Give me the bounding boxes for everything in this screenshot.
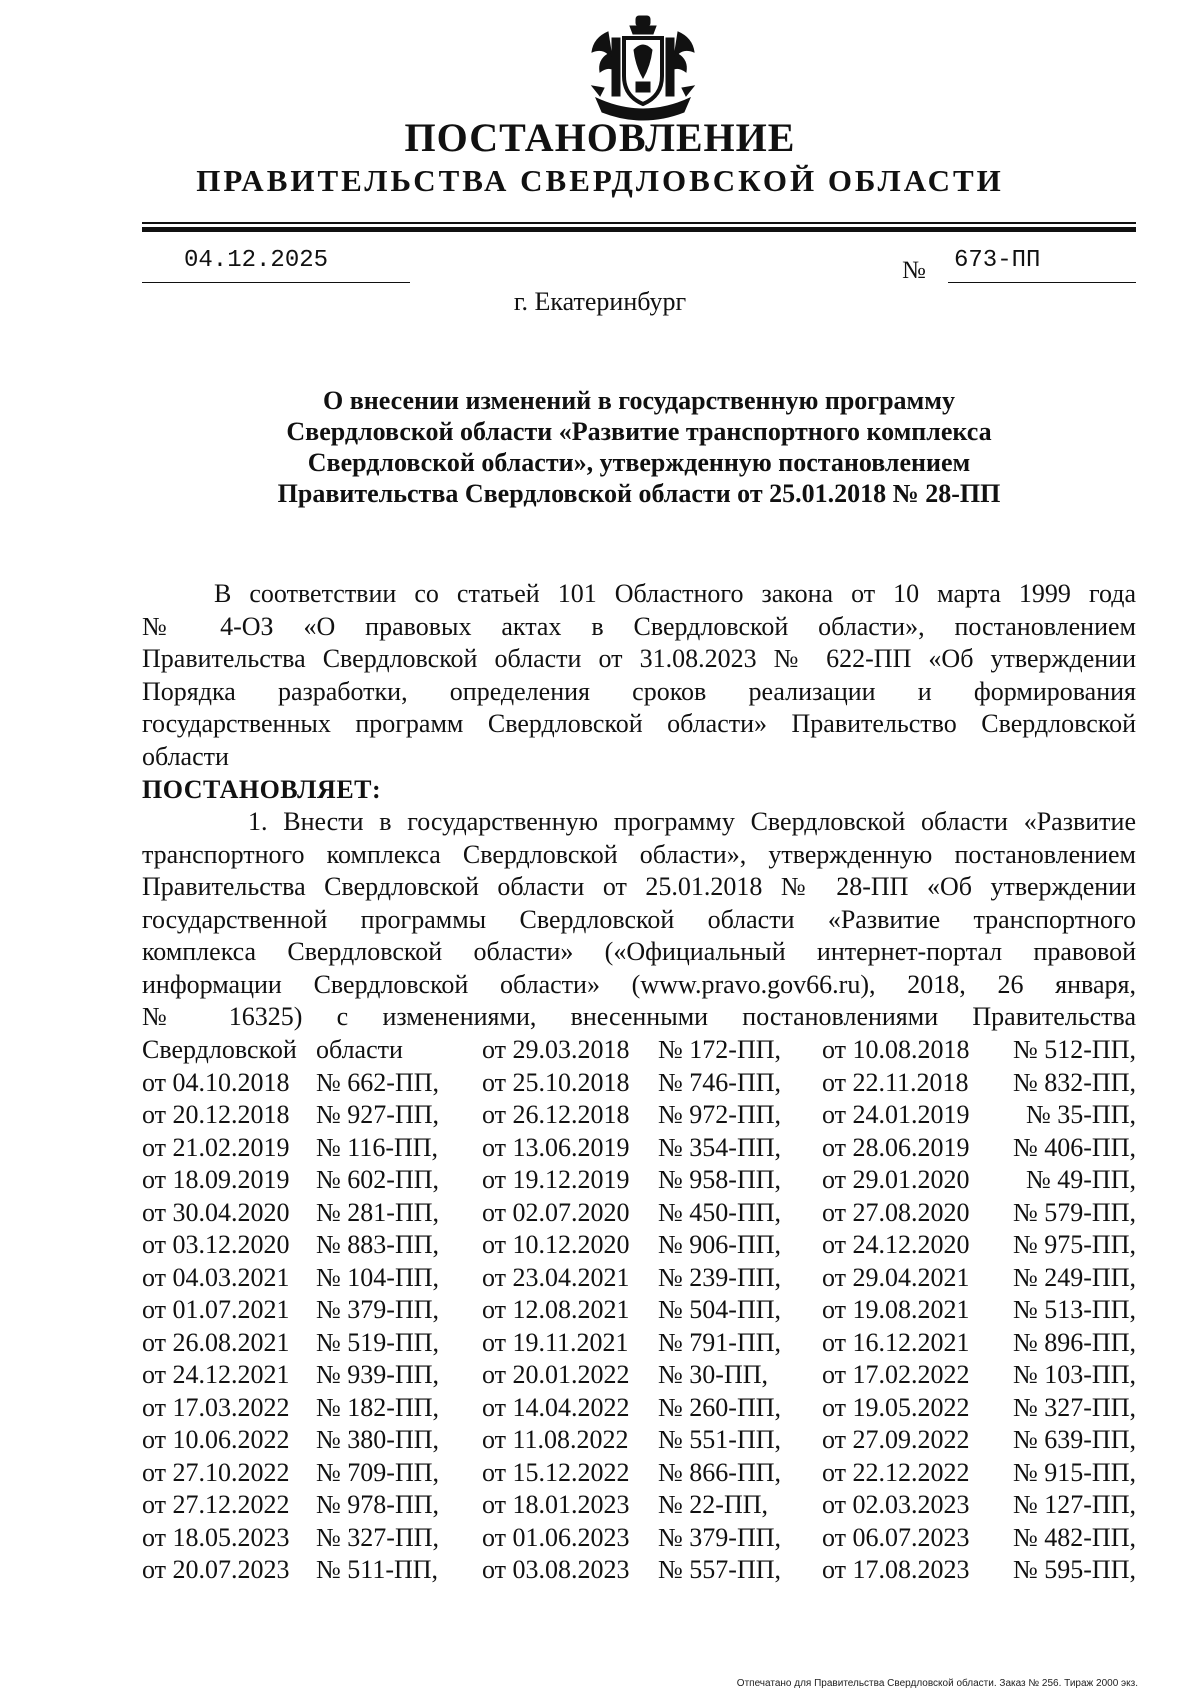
amendment-number: № 281-ПП,: [316, 1197, 440, 1227]
amendment-row: [142, 1229, 1136, 1262]
amendment-row: [142, 1392, 1136, 1425]
amendment-date: от 01.06.2023: [482, 1522, 630, 1552]
amendment-number: № 662-ПП,: [316, 1067, 440, 1097]
amendment-number: № 116-ПП,: [316, 1132, 439, 1162]
amendment-number: № 975-ПП,: [1012, 1230, 1136, 1259]
amendment-date: от 04.10.2018: [142, 1067, 290, 1097]
amendment-number: № 595-ПП,: [1012, 1555, 1136, 1584]
amendment-number: № 172-ПП,: [658, 1035, 782, 1064]
amendment-date: от 17.03.2022: [142, 1392, 290, 1422]
amendment-number: № 513-ПП,: [1012, 1295, 1136, 1324]
amendment-date: от 06.07.2023: [822, 1522, 970, 1552]
amendment-row: [142, 1457, 1136, 1490]
document-subtitle: ПРАВИТЕЛЬСТВА СВЕРДЛОВСКОЙ ОБЛАСТИ: [196, 163, 1004, 198]
amendment-number: № 104-ПП,: [316, 1262, 440, 1292]
amendment-date: от 24.12.2021: [142, 1360, 290, 1389]
amendment-date: от 02.03.2023: [822, 1490, 970, 1519]
item-1-line: Правительства Свердловской области от 25.01.2018 № 28-ПП «Об утверждении: [142, 872, 1136, 901]
amendment-date: от 22.12.2022: [822, 1457, 970, 1487]
amendment-date: от 02.07.2020: [482, 1197, 630, 1227]
amendments-list: [142, 1034, 1136, 1587]
amendment-date: от 10.06.2022: [142, 1425, 290, 1454]
amendment-date: от 24.01.2019: [822, 1100, 970, 1129]
resolves-heading: ПОСТАНОВЛЯЕТ:: [142, 775, 382, 804]
amendment-number: № 939-ПП,: [316, 1360, 440, 1389]
amendment-number: № 602-ПП,: [316, 1165, 440, 1194]
amendment-date: от 04.03.2021: [142, 1262, 290, 1292]
amendment-number: № 896-ПП,: [1012, 1327, 1136, 1357]
amendment-date: от 29.04.2021: [822, 1262, 970, 1292]
item-1-paragraph: [142, 806, 1136, 1034]
amendment-date: от 21.02.2019: [142, 1132, 290, 1162]
amendment-number: № 906-ПП,: [658, 1230, 782, 1259]
amendment-number: № 512-ПП,: [1012, 1035, 1136, 1064]
document-title: ПОСТАНОВЛЕНИЕ: [404, 115, 796, 160]
item-1-line: государственной программы Свердловской области «Развитие транспортного: [142, 904, 1136, 934]
amendment-number: № 327-ПП,: [1012, 1392, 1136, 1422]
amendment-date: от 17.02.2022: [822, 1360, 970, 1389]
amendment-number: № 379-ПП,: [316, 1295, 440, 1324]
header-divider-thin: [142, 222, 1136, 224]
amendment-date: от 16.12.2021: [822, 1327, 970, 1357]
document-subject: [142, 385, 1136, 509]
amendment-number: № 49-ПП,: [1025, 1165, 1136, 1194]
amendment-date: от 19.08.2021: [822, 1295, 970, 1324]
amendment-date: от 03.12.2020: [142, 1230, 290, 1259]
amendment-row: [142, 1359, 1136, 1392]
amendment-date: от 27.12.2022: [142, 1490, 290, 1519]
amendment-date: от 11.08.2022: [482, 1425, 629, 1454]
amendment-date: от 29.03.2018: [482, 1035, 630, 1064]
subject-line: Правительства Свердловской области от 25.01.2018 № 28-ПП: [277, 479, 1001, 508]
preamble-line: № 4-ОЗ «О правовых актах в Свердловской области», постановлением: [142, 611, 1136, 641]
number-field: [948, 244, 1136, 283]
amendment-number: № 927-ПП,: [316, 1100, 440, 1129]
amendment-number: № 511-ПП,: [316, 1555, 439, 1584]
preamble-line: Порядка разработки, определения сроков реализации и формирования: [142, 676, 1136, 706]
amendment-row: [142, 1164, 1136, 1197]
preamble-line: области: [142, 741, 229, 771]
amendment-date: от 15.12.2022: [482, 1457, 630, 1487]
amendment-date: от 13.06.2019: [482, 1132, 630, 1162]
number-sign: №: [902, 257, 926, 284]
subject-line: Свердловской области», утвержденную постановлением: [307, 448, 971, 477]
preamble-line: государственных программ Свердловской области» Правительство Свердловской: [142, 709, 1136, 738]
amendment-date: от 27.09.2022: [822, 1425, 970, 1454]
amendment-number: № 22-ПП,: [658, 1490, 769, 1519]
amendment-number: № 866-ПП,: [658, 1457, 782, 1487]
amendment-date: от 14.04.2022: [482, 1392, 630, 1422]
amendment-number: № 915-ПП,: [1012, 1457, 1136, 1487]
amendment-row: [142, 1424, 1136, 1457]
amendment-date: от 19.11.2021: [482, 1327, 629, 1357]
amendment-row: [142, 1554, 1136, 1587]
date-value: 04.12.2025: [184, 247, 329, 274]
item-1-line: комплекса Свердловской области» («Официальный интернет-портал правовой: [142, 937, 1136, 966]
item-1-line: № 16325) с изменениями, внесенными постановлениями Правительства: [142, 1002, 1136, 1031]
preamble-line: Правительства Свердловской области от 31.08.2023 № 622-ПП «Об утверждении: [142, 644, 1136, 673]
amendment-date: Свердловской: [142, 1035, 297, 1064]
amendment-date: от 18.05.2023: [142, 1522, 290, 1552]
header-divider-thick: [142, 227, 1136, 232]
subject-line: Свердловской области «Развитие транспортного комплекса: [286, 417, 992, 446]
amendment-row: [142, 1262, 1136, 1295]
coat-of-arms-icon: [578, 12, 708, 124]
amendment-date: от 25.10.2018: [482, 1067, 630, 1097]
amendment-date: от 27.08.2020: [822, 1197, 970, 1227]
preamble-paragraph: [142, 578, 1136, 773]
amendment-number: № 504-ПП,: [658, 1295, 782, 1324]
amendment-date: от 24.12.2020: [822, 1230, 970, 1259]
amendment-row: [142, 1132, 1136, 1165]
amendment-date: от 10.08.2018: [822, 1035, 970, 1064]
amendment-date: от 17.08.2023: [822, 1555, 970, 1584]
city: г. Екатеринбург: [513, 287, 687, 316]
amendment-number: № 103-ПП,: [1012, 1360, 1136, 1389]
item-1-line: 1. Внести в государственную программу Свердловской области «Развитие: [248, 807, 1136, 836]
number-value: 673-ПП: [954, 247, 1041, 274]
amendment-number: № 579-ПП,: [1012, 1197, 1136, 1227]
amendment-date: от 18.01.2023: [482, 1490, 630, 1519]
amendment-date: от 20.07.2023: [142, 1555, 290, 1584]
amendment-date: от 03.08.2023: [482, 1555, 630, 1584]
amendment-row: [142, 1327, 1136, 1360]
amendment-number: № 380-ПП,: [316, 1425, 440, 1454]
item-1-line: информации Свердловской области» (www.pravo.gov66.ru), 2018, 26 января,: [142, 969, 1136, 999]
amendment-number: № 482-ПП,: [1012, 1522, 1136, 1552]
amendment-number: № 551-ПП,: [658, 1425, 782, 1454]
amendment-number: № 709-ПП,: [316, 1457, 440, 1487]
amendment-date: от 10.12.2020: [482, 1230, 630, 1259]
amendment-number: № 519-ПП,: [316, 1327, 440, 1357]
amendment-row: [142, 1294, 1136, 1327]
subject-line: О внесении изменений в государственную программу: [323, 386, 955, 415]
amendment-date: от 19.05.2022: [822, 1392, 970, 1422]
amendment-date: от 20.01.2022: [482, 1360, 630, 1389]
amendment-row: [142, 1197, 1136, 1230]
amendment-date: от 26.08.2021: [142, 1327, 290, 1357]
date-field: [142, 244, 410, 283]
amendment-number: № 978-ПП,: [316, 1490, 440, 1519]
amendment-number: № 327-ПП,: [316, 1522, 440, 1552]
amendment-number: № 182-ПП,: [316, 1392, 440, 1422]
amendment-number: № 239-ПП,: [658, 1262, 782, 1292]
amendment-number: № 883-ПП,: [316, 1230, 440, 1259]
amendment-date: от 27.10.2022: [142, 1457, 290, 1487]
preamble-line: В соответствии со статьей 101 Областного закона от 10 марта 1999 года: [214, 579, 1136, 608]
amendment-number: № 127-ПП,: [1012, 1490, 1136, 1519]
amendment-date: от 29.01.2020: [822, 1165, 970, 1194]
amendment-number: № 972-ПП,: [658, 1100, 782, 1129]
amendment-number: № 249-ПП,: [1012, 1262, 1136, 1292]
amendment-number: № 746-ПП,: [658, 1067, 782, 1097]
amendment-date: от 19.12.2019: [482, 1165, 630, 1194]
amendment-row: [142, 1522, 1136, 1555]
amendment-row: [142, 1099, 1136, 1132]
amendment-row: [142, 1034, 1136, 1067]
amendment-number: области: [316, 1035, 403, 1064]
amendment-number: № 354-ПП,: [658, 1132, 782, 1162]
amendment-number: № 557-ПП,: [658, 1555, 782, 1584]
amendment-number: № 260-ПП,: [658, 1392, 782, 1422]
amendment-date: от 12.08.2021: [482, 1295, 630, 1324]
amendment-row: [142, 1489, 1136, 1522]
amendment-number: № 958-ПП,: [658, 1165, 782, 1194]
amendment-number: № 30-ПП,: [658, 1360, 769, 1389]
amendment-number: № 832-ПП,: [1012, 1067, 1136, 1097]
amendment-date: от 23.04.2021: [482, 1262, 630, 1292]
print-footer: Отпечатано для Правительства Свердловской области. Заказ № 256. Тираж 2000 экз.: [736, 1678, 1138, 1689]
amendment-row: [142, 1067, 1136, 1100]
amendment-number: № 35-ПП,: [1025, 1100, 1136, 1129]
amendment-number: № 379-ПП,: [658, 1522, 782, 1552]
amendment-number: № 639-ПП,: [1012, 1425, 1136, 1454]
amendment-number: № 450-ПП,: [658, 1197, 782, 1227]
amendment-date: от 30.04.2020: [142, 1197, 290, 1227]
amendment-date: от 26.12.2018: [482, 1100, 630, 1129]
amendment-date: от 01.07.2021: [142, 1295, 290, 1324]
amendment-date: от 22.11.2018: [822, 1067, 969, 1097]
amendment-number: № 406-ПП,: [1012, 1132, 1136, 1162]
item-1-line: транспортного комплекса Свердловской области», утвержденную постановлением: [142, 839, 1136, 869]
amendment-date: от 18.09.2019: [142, 1165, 290, 1194]
amendment-date: от 20.12.2018: [142, 1100, 290, 1129]
amendment-number: № 791-ПП,: [658, 1327, 782, 1357]
amendment-date: от 28.06.2019: [822, 1132, 970, 1162]
